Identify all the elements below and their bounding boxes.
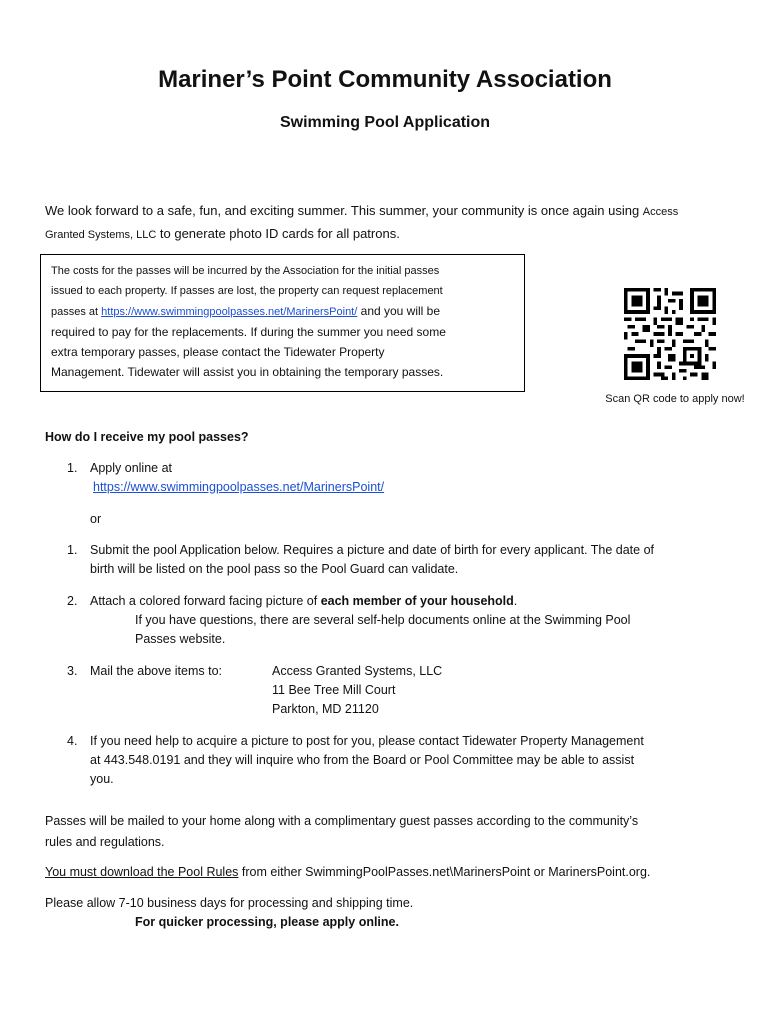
step-1-number: 1. [67,461,78,475]
apply-online-link[interactable]: https://www.swimmingpoolpasses.net/MarinersPoint/ [93,480,385,494]
notice-box [40,254,525,392]
address-line-2: 11 Bee Tree Mill Court [272,683,396,697]
notice-link[interactable]: https://www.swimmingpoolpasses.net/MarinersPoint/ [101,306,358,318]
step-4-line-1: If you need help to acquire a picture to post for you, please contact Tidewater Property Management [90,734,644,748]
page-subtitle: Swimming Pool Application [279,114,491,131]
intro-text-3: Granted Systems, LLC [45,229,157,241]
notice-line-2: issued to each property. If passes are lost, the property can request replacement [51,285,443,297]
step-2-line-1: Attach a colored forward facing picture of each member of your household. [90,594,518,608]
step-4-line-2: at 443.548.0191 and they will inquire who from the Board or Pool Committee may be able to assist [90,753,635,767]
step-1b-number: 1. [67,543,78,557]
mail-line-2: rules and regulations. [45,835,165,849]
step-2-number: 2. [67,594,78,608]
notice-line-1: The costs for the passes will be incurred by the Association for the initial passes [51,265,440,277]
mail-line-1: Passes will be mailed to your home along with a complimentary guest passes according to the community’s [45,814,639,828]
notice-line-5: extra temporary passes, please contact the Tidewater Property [51,345,385,359]
step-3-number: 3. [67,664,78,678]
step-1b-line-2: birth will be listed on the pool pass so the Pool Guard can validate. [90,562,459,576]
step-2-line-2: If you have questions, there are several self-help documents online at the Swimming Pool [135,613,631,627]
qr-code-icon[interactable] [624,288,716,380]
or-text: or [90,512,102,526]
notice-line-4: required to pay for the replacements. If during the summer you need some [51,325,446,339]
intro-text-2: Access [642,206,679,218]
step-2-line-3: Passes website. [135,632,226,646]
intro-text-1: We look forward to a safe, fun, and exciting summer. This summer, your community is once again using [45,203,643,218]
processing-time: Please allow 7-10 business days for processing and shipping time. [45,896,414,910]
intro-text-4: to generate photo ID cards for all patrons. [156,226,400,241]
quicker-processing: For quicker processing, please apply online. [135,915,399,929]
step-4-number: 4. [67,734,78,748]
step-1b-line-1: Submit the pool Application below. Requires a picture and date of birth for every applicant. The date of [90,543,655,557]
step-1-text: Apply online at [90,461,173,475]
step-4-line-3: you. [90,772,114,786]
household-emphasis: each member of your household [320,594,514,608]
pool-rules-emphasis: You must download the Pool Rules [45,865,239,879]
qr-caption: Scan QR code to apply now! [605,393,745,405]
page-title: Mariner’s Point Community Association [158,66,612,93]
intro-paragraph [45,200,735,246]
notice-line-6: Management. Tidewater will assist you in obtaining the temporary passes. [51,365,444,379]
notice-line-3: passes at https://www.swimmingpoolpasses.net/MarinersPoint/ and you will be [51,304,441,318]
address-line-3: Parkton, MD 21120 [272,702,379,716]
steps-heading: How do I receive my pool passes? [45,430,249,444]
address-line-1: Access Granted Systems, LLC [272,664,443,678]
pool-rules-line: You must download the Pool Rules from either SwimmingPoolPasses.net\MarinersPoint or MarinersPoint.org. [45,865,651,879]
mail-paragraph [45,811,735,853]
step-3-text: Mail the above items to: [90,664,223,678]
